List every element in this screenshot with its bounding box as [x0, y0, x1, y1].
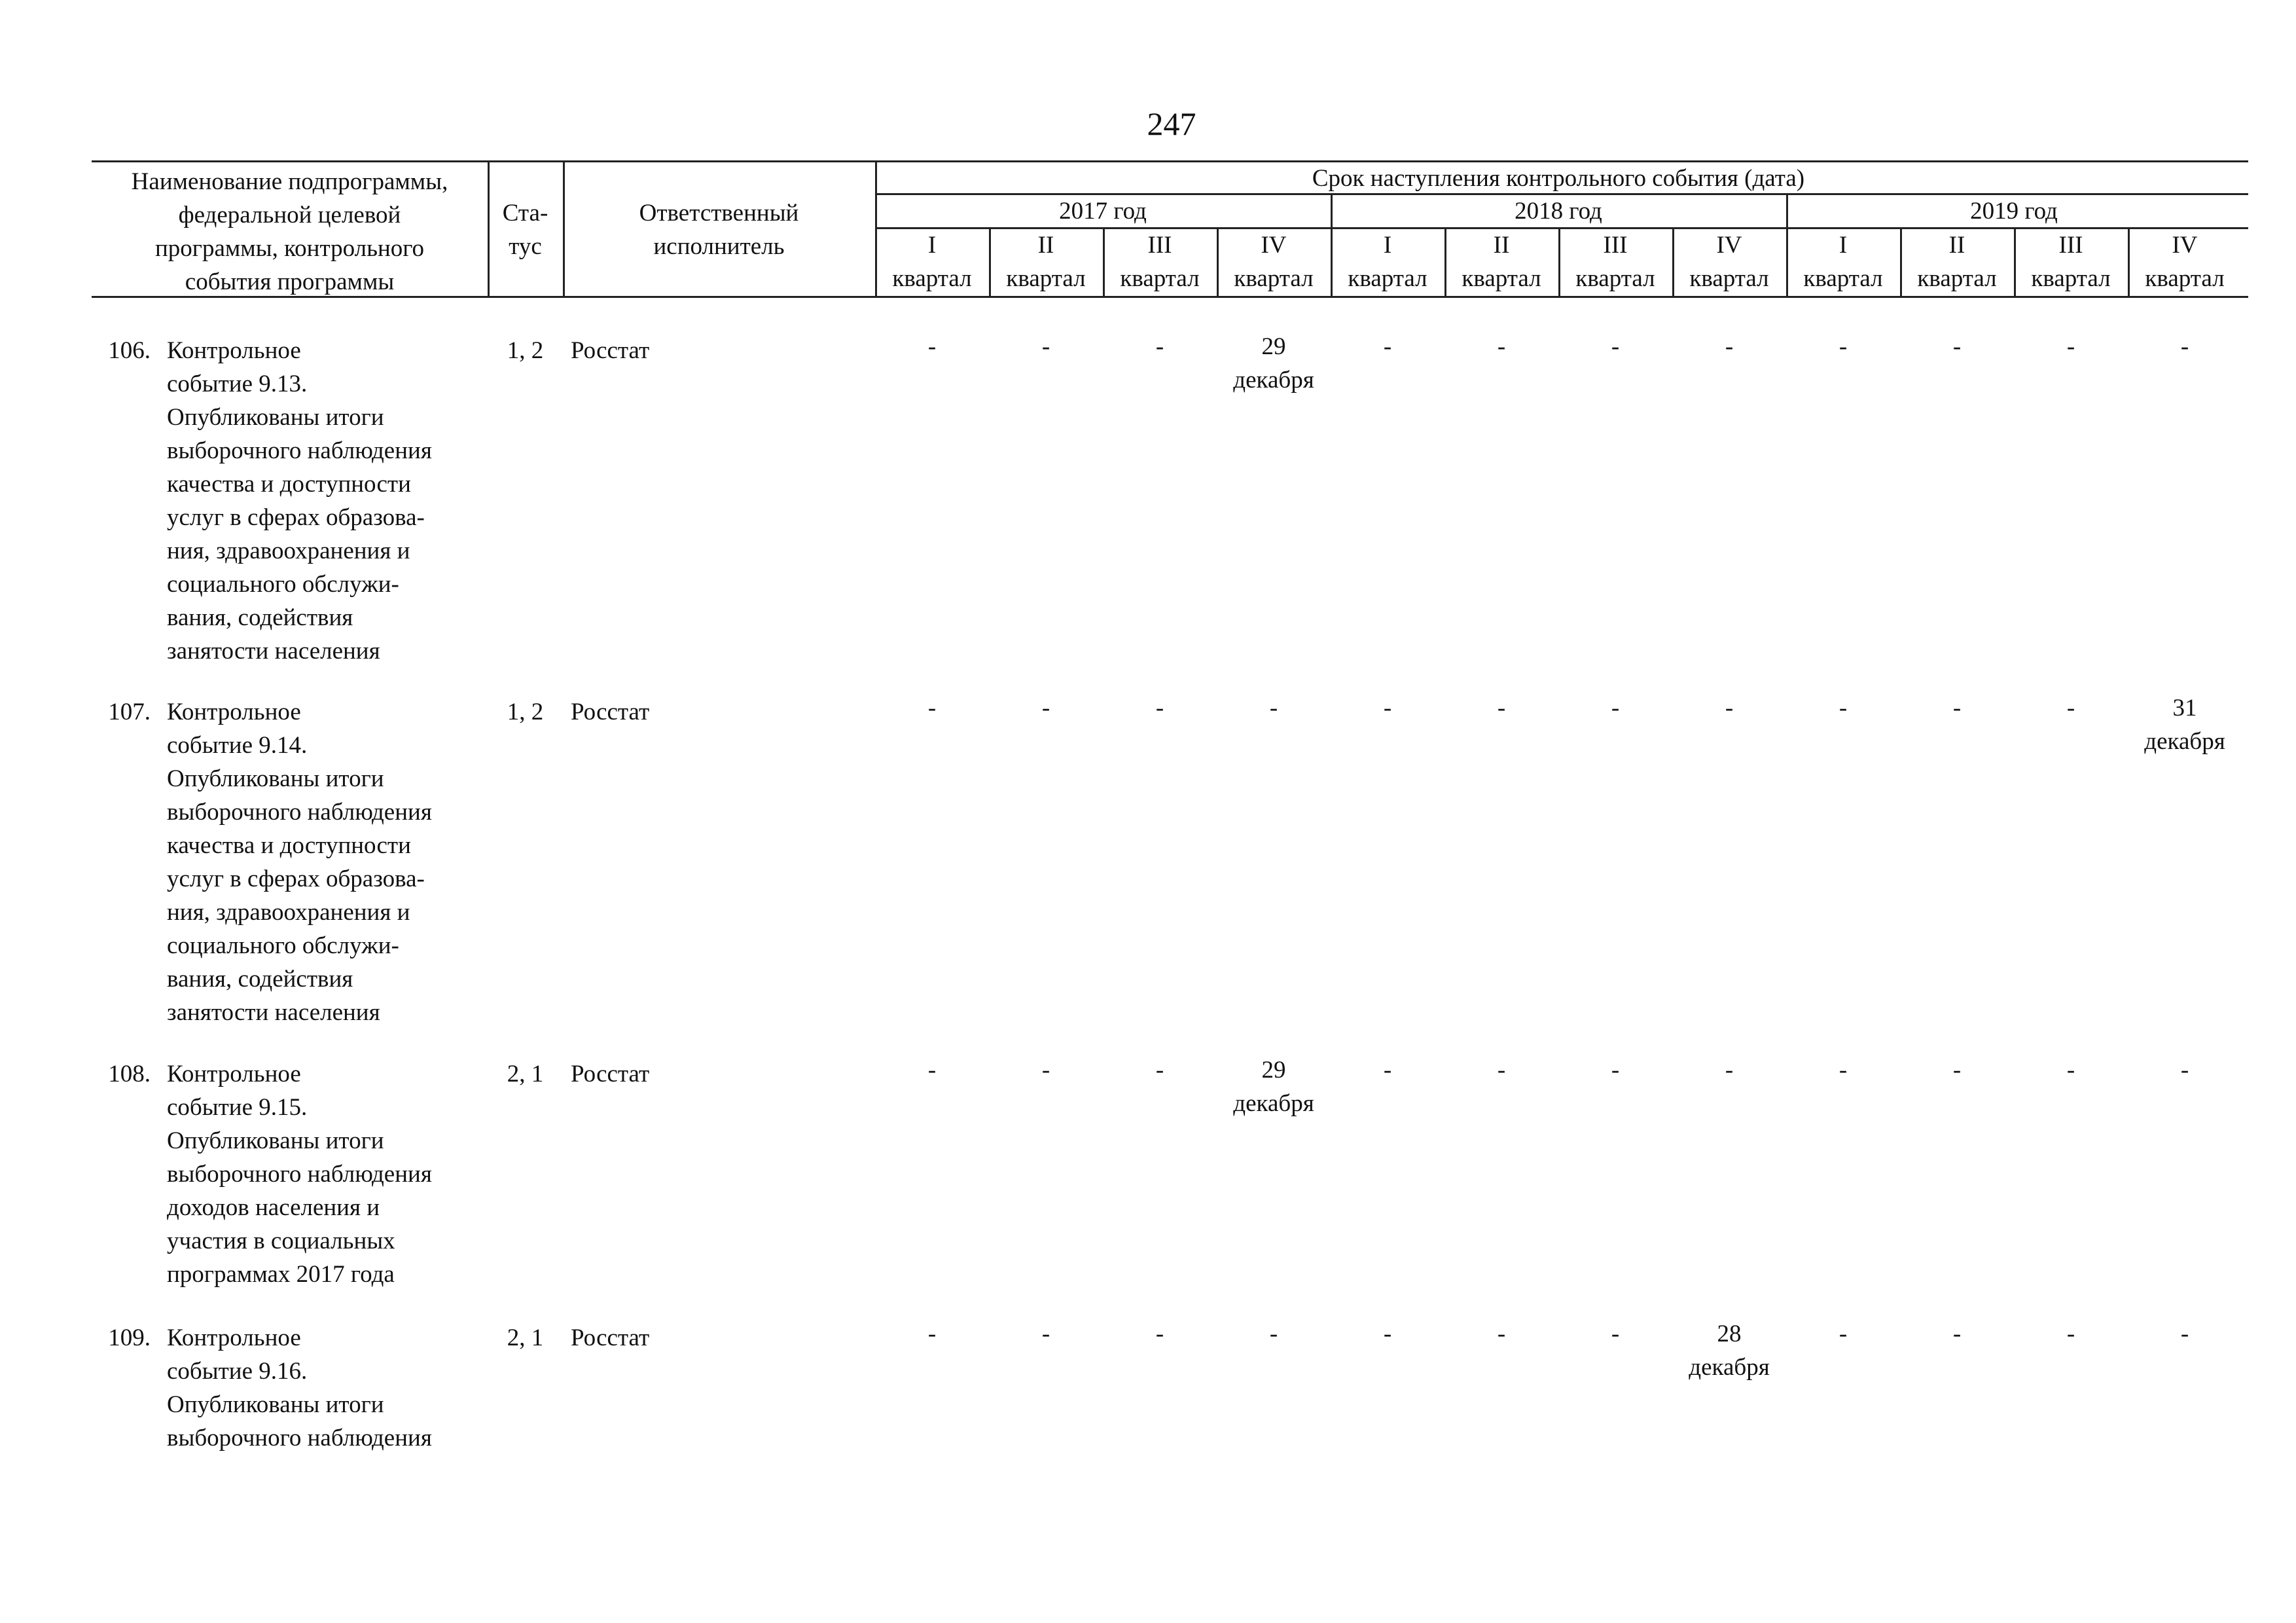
- header-quarter-word: квартал: [1689, 265, 1769, 292]
- quarter-value: -: [927, 333, 937, 360]
- header-name-line: программы, контрольного: [154, 235, 424, 262]
- quarter-value: -: [927, 1321, 937, 1347]
- quarter-value: -: [2066, 333, 2075, 360]
- header-quarter-word: квартал: [1234, 265, 1314, 292]
- header-responsible-line: исполнитель: [653, 233, 785, 260]
- header-quarter-word: квартал: [1803, 265, 1883, 292]
- row-description-line: Опубликованы итоги: [167, 1391, 384, 1418]
- quarter-value: -: [1155, 333, 1164, 360]
- row-responsible: Росстат: [571, 1061, 650, 1087]
- header-quarter-word: квартал: [1006, 265, 1086, 292]
- quarter-value: -: [1041, 333, 1050, 360]
- header-quarter-word: квартал: [1120, 265, 1200, 292]
- header-quarter-word: квартал: [2031, 265, 2111, 292]
- quarter-value: -: [1611, 1057, 1620, 1084]
- quarter-value: -: [1497, 1321, 1506, 1347]
- header-quarter-numeral: I: [1839, 232, 1848, 259]
- quarter-value: -: [1839, 333, 1848, 360]
- header-year: 2019 год: [1970, 198, 2058, 225]
- header-name-line: Наименование подпрограммы,: [131, 168, 448, 195]
- row-responsible: Росстат: [571, 699, 650, 725]
- header-deadline-title: Срок наступления контрольного события (дата): [1312, 165, 1805, 192]
- quarter-value: 28: [1717, 1321, 1742, 1347]
- quarter-value: -: [1952, 1321, 1962, 1347]
- quarter-value-month: декабря: [1233, 367, 1314, 393]
- row-description-line: занятости населения: [167, 999, 380, 1026]
- row-description-line: социального обслужи-: [167, 932, 399, 959]
- row-description-line: вания, содействия: [167, 604, 353, 631]
- header-quarter-word: квартал: [892, 265, 972, 292]
- header-quarter-numeral: III: [1603, 232, 1628, 259]
- row-description-line: социального обслужи-: [167, 571, 399, 598]
- quarter-value: -: [1383, 1057, 1392, 1084]
- quarter-value: -: [1155, 1057, 1164, 1084]
- header-name-line: события программы: [185, 268, 395, 295]
- quarter-value: -: [927, 695, 937, 721]
- header-quarter-numeral: III: [2058, 232, 2083, 259]
- row-description-line: Опубликованы итоги: [167, 404, 384, 431]
- header-quarter-numeral: I: [1383, 232, 1392, 259]
- quarter-value: -: [1383, 695, 1392, 721]
- header-quarter-numeral: I: [927, 232, 937, 259]
- row-status: 2, 1: [507, 1061, 544, 1087]
- row-description-line: участия в социальных: [167, 1228, 395, 1254]
- row-status: 1, 2: [507, 699, 544, 725]
- quarter-value: -: [1839, 1321, 1848, 1347]
- row-description-line: событие 9.16.: [167, 1358, 308, 1385]
- quarter-value: -: [927, 1057, 937, 1084]
- quarter-value: -: [1155, 695, 1164, 721]
- header-quarter-numeral: II: [1037, 232, 1054, 259]
- quarter-value: -: [1725, 333, 1734, 360]
- header-quarter-word: квартал: [1917, 265, 1997, 292]
- row-responsible: Росстат: [571, 337, 650, 364]
- quarter-value-month: декабря: [1233, 1090, 1314, 1117]
- row-status: 2, 1: [507, 1324, 544, 1351]
- header-quarter-word: квартал: [1462, 265, 1541, 292]
- row-description-line: ния, здравоохранения и: [167, 538, 410, 564]
- row-description-line: Опубликованы итоги: [167, 765, 384, 792]
- row-description-line: услуг в сферах образова-: [167, 866, 425, 892]
- quarter-value: -: [1497, 1057, 1506, 1084]
- row-description-line: вания, содействия: [167, 966, 353, 993]
- quarter-value: -: [1269, 695, 1278, 721]
- quarter-value: -: [1383, 1321, 1392, 1347]
- quarter-value: -: [1839, 695, 1848, 721]
- quarter-value: -: [1611, 1321, 1620, 1347]
- row-description-line: доходов населения и: [167, 1194, 380, 1221]
- quarter-value: -: [2066, 1321, 2075, 1347]
- header-quarter-numeral: IV: [2172, 232, 2198, 259]
- row-description-line: событие 9.13.: [167, 371, 308, 397]
- quarter-value: -: [2180, 333, 2189, 360]
- row-description-line: событие 9.14.: [167, 732, 308, 759]
- header-quarter-numeral: II: [1948, 232, 1965, 259]
- row-description-line: выборочного наблюдения: [167, 1161, 432, 1188]
- quarter-value: -: [1952, 333, 1962, 360]
- header-quarter-numeral: II: [1493, 232, 1510, 259]
- row-description-line: выборочного наблюдения: [167, 437, 432, 464]
- row-description-line: услуг в сферах образова-: [167, 504, 425, 531]
- row-description-line: Опубликованы итоги: [167, 1127, 384, 1154]
- page-number: 247: [1147, 105, 1196, 142]
- header-quarter-numeral: IV: [1261, 232, 1287, 259]
- header-quarter-word: квартал: [1575, 265, 1655, 292]
- header-year: 2017 год: [1059, 198, 1147, 225]
- row-status: 1, 2: [507, 337, 544, 364]
- quarter-value: 31: [2172, 695, 2197, 721]
- quarter-value-month: декабря: [2144, 728, 2225, 755]
- quarter-value: -: [1611, 695, 1620, 721]
- row-description-line: Контрольное: [167, 1061, 301, 1087]
- row-number: 107.: [108, 699, 151, 725]
- row-number: 109.: [108, 1324, 151, 1351]
- quarter-value: -: [1383, 333, 1392, 360]
- row-description-line: выборочного наблюдения: [167, 1425, 432, 1451]
- quarter-value: -: [1041, 1321, 1050, 1347]
- quarter-value: -: [1725, 1057, 1734, 1084]
- header-quarter-word: квартал: [2145, 265, 2225, 292]
- row-description-line: Контрольное: [167, 337, 301, 364]
- row-number: 106.: [108, 337, 151, 364]
- header-quarter-word: квартал: [1348, 265, 1427, 292]
- quarter-value: -: [1952, 695, 1962, 721]
- header-year: 2018 год: [1515, 198, 1602, 225]
- quarter-value: -: [2180, 1057, 2189, 1084]
- quarter-value: -: [1497, 333, 1506, 360]
- row-description-line: событие 9.15.: [167, 1094, 308, 1121]
- header-name-line: федеральной целевой: [178, 202, 401, 228]
- row-description-line: занятости населения: [167, 638, 380, 665]
- quarter-value: -: [2066, 695, 2075, 721]
- quarter-value: -: [2066, 1057, 2075, 1084]
- row-number: 108.: [108, 1061, 151, 1087]
- row-description-line: Контрольное: [167, 699, 301, 725]
- row-description-line: программах 2017 года: [167, 1261, 395, 1288]
- quarter-value: -: [1269, 1321, 1278, 1347]
- quarter-value: 29: [1261, 1057, 1286, 1084]
- header-quarter-numeral: IV: [1716, 232, 1742, 259]
- quarter-value-month: декабря: [1689, 1354, 1770, 1381]
- header-responsible-line: Ответственный: [639, 200, 799, 227]
- row-description-line: качества и доступности: [167, 471, 411, 498]
- quarter-value: -: [1611, 333, 1620, 360]
- quarter-value: -: [1041, 695, 1050, 721]
- quarter-value: 29: [1261, 333, 1286, 360]
- row-description-line: Контрольное: [167, 1324, 301, 1351]
- header-status-line: тус: [509, 233, 542, 260]
- quarter-value: -: [1155, 1321, 1164, 1347]
- quarter-value: -: [1952, 1057, 1962, 1084]
- header-quarter-numeral: III: [1147, 232, 1172, 259]
- quarter-value: -: [1725, 695, 1734, 721]
- quarter-value: -: [2180, 1321, 2189, 1347]
- row-responsible: Росстат: [571, 1324, 650, 1351]
- quarter-value: -: [1497, 695, 1506, 721]
- row-description-line: ния, здравоохранения и: [167, 899, 410, 926]
- quarter-value: -: [1041, 1057, 1050, 1084]
- row-description-line: качества и доступности: [167, 832, 411, 859]
- row-description-line: выборочного наблюдения: [167, 799, 432, 826]
- quarter-value: -: [1839, 1057, 1848, 1084]
- header-status-line: Ста-: [502, 200, 548, 227]
